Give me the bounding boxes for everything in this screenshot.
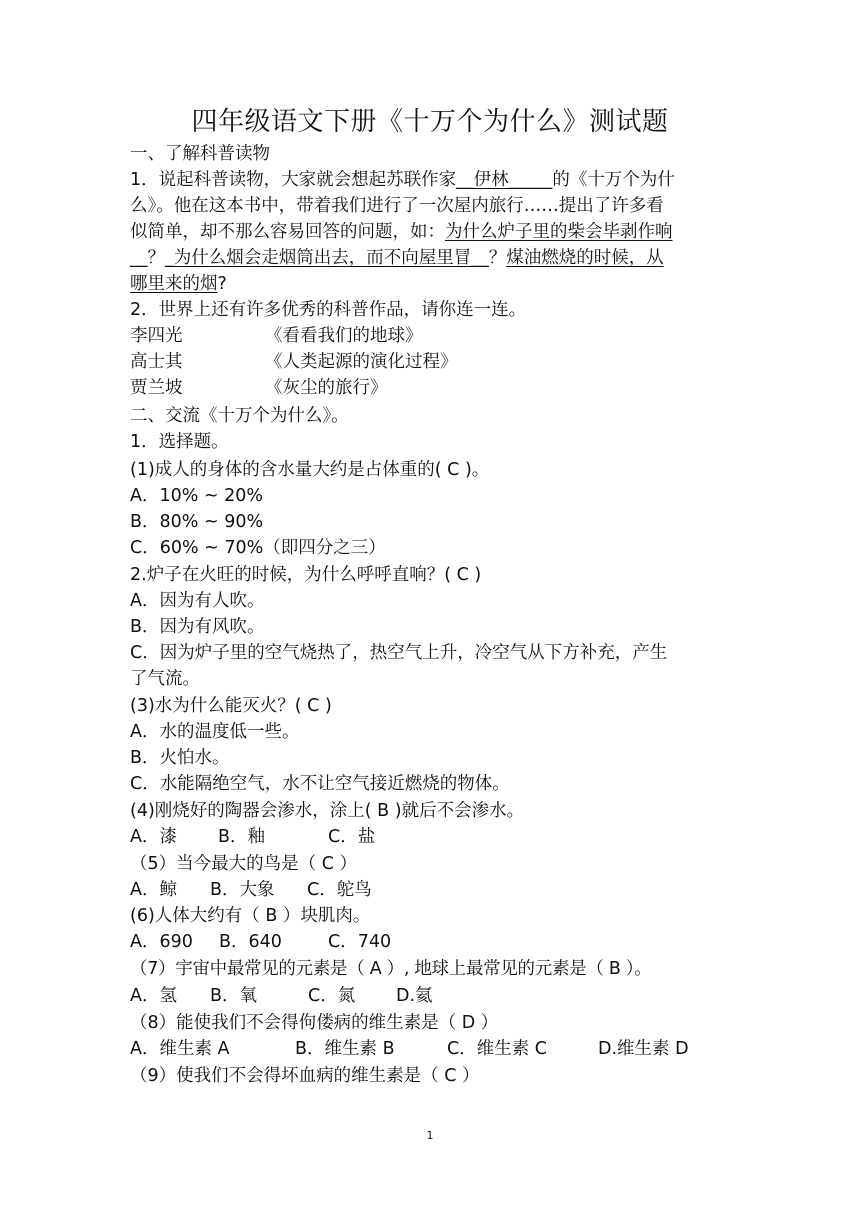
option: A．690 (130, 932, 193, 952)
options-row (130, 929, 735, 955)
q1-answer-question-1-end: __ (130, 248, 148, 268)
q1-line-3 (130, 219, 735, 245)
option-line: A．10% ~ 20% (130, 486, 264, 506)
option: D.氦 (396, 986, 433, 1006)
question-line: （9）使我们不会得坏血病的维生素是（ C ） (130, 1066, 480, 1086)
option-line: C．60% ~ 70%（即四分之三） (130, 538, 386, 558)
options-row (130, 1036, 735, 1062)
option: C．740 (328, 932, 392, 952)
options-row (130, 983, 735, 1009)
option: A．氢 (130, 986, 177, 1006)
section-heading-1: 一、了解科普读物 (130, 144, 270, 164)
q1-line-1 (130, 167, 735, 193)
q1-text: 似简单，却不那么容易回答的问题，如： (130, 222, 445, 242)
q1-answer-question-3: 煤油燃烧的时候，从 (506, 248, 664, 268)
page-number: 1 (426, 1129, 434, 1142)
section-heading-2: 二、交流《十万个为什么》。 (130, 406, 349, 426)
match-row (130, 349, 735, 375)
author-name: 高士其 (130, 352, 183, 372)
q1-text: 1．说起科普读物，大家就会想起苏联作家 (130, 170, 457, 190)
question-line: 2.炉子在火旺的时候，为什么呼呼直响？( C ) (130, 565, 482, 585)
options-row (130, 824, 735, 850)
document-title: 四年级语文下册《十万个为什么》测试题 (191, 107, 669, 137)
question-line: （7）宇宙中最常见的元素是（ A ）, 地球上最常见的元素是（ B ）。 (130, 959, 652, 979)
q1-text: ？ (488, 248, 507, 268)
q1-line-4 (130, 245, 735, 271)
option-line: B．火怕水。 (130, 748, 230, 768)
q1-answer-question-1: 为什么炉子里的柴会毕剥作响 (445, 222, 673, 242)
q1-text: ？ (147, 248, 165, 268)
q1-line-5 (130, 271, 735, 297)
option: C．鸵鸟 (307, 880, 372, 900)
question-line: (3)水为什么能灭火？( C ) (130, 696, 332, 716)
author-name: 李四光 (130, 326, 183, 346)
q1-text: 的《十万个为什 (552, 170, 675, 190)
option-line: C．因为炉子里的空气烧热了，热空气上升，冷空气从下方补充，产生 (130, 643, 668, 663)
option: C．盐 (328, 827, 376, 847)
options-row (130, 877, 735, 903)
work-title: 《灰尘的旅行》 (265, 378, 388, 398)
option: B．维生素 B (295, 1039, 395, 1059)
q1-answer-question-2: _为什么烟会走烟筒出去，而不向屋里冒__ (165, 248, 489, 268)
option: B．大象 (210, 880, 275, 900)
option: D.维生素 D (598, 1039, 689, 1059)
match-row (130, 323, 735, 349)
option: B．640 (219, 932, 282, 952)
choice-heading: 1．选择题。 (130, 432, 229, 452)
option: B．氧 (210, 986, 258, 1006)
option-line: B．因为有风吹。 (130, 617, 265, 637)
q1-answer-question-3-end: 哪里来的烟 (130, 274, 218, 294)
question-line: (1)成人的身体的含水量大约是占体重的( C )。 (130, 460, 490, 480)
option: C．氮 (308, 986, 356, 1006)
q1-answer-author: __伊林_____ (456, 170, 553, 190)
option-line: A．水的温度低一些。 (130, 722, 300, 742)
option: C．维生素 C (447, 1039, 548, 1059)
match-row (130, 375, 735, 401)
option-line: C．水能隔绝空气，水不让空气接近燃烧的物体。 (130, 774, 510, 794)
option: A．鲸 (130, 880, 177, 900)
option-line: B．80% ~ 90% (130, 512, 264, 532)
option-line-cont: 了气流。 (130, 669, 200, 689)
author-name: 贾兰坡 (130, 378, 183, 398)
option-line: A．因为有人吹。 (130, 591, 265, 611)
option: B．釉 (218, 827, 266, 847)
q1-line-2: 么》。他在这本书中，带着我们进行了一次屋内旅行……提出了许多看 (130, 196, 664, 216)
option: A．维生素 A (130, 1039, 230, 1059)
work-title: 《看看我们的地球》 (265, 326, 423, 346)
q2-text: 2．世界上还有许多优秀的科普作品，请你连一连。 (130, 300, 527, 320)
option: A．漆 (130, 827, 177, 847)
question-line: (6)人体大约有（ B ）块肌肉。 (130, 906, 371, 926)
work-title: 《人类起源的演化过程》 (265, 352, 458, 372)
question-line: (4)刚烧好的陶器会渗水，涂上( B )就后不会渗水。 (130, 801, 525, 821)
q1-text: ? (217, 274, 227, 294)
question-line: （5）当今最大的鸟是（ C ） (130, 854, 357, 874)
question-line: （8）能使我们不会得佝偻病的维生素是（ D ） (130, 1013, 499, 1033)
